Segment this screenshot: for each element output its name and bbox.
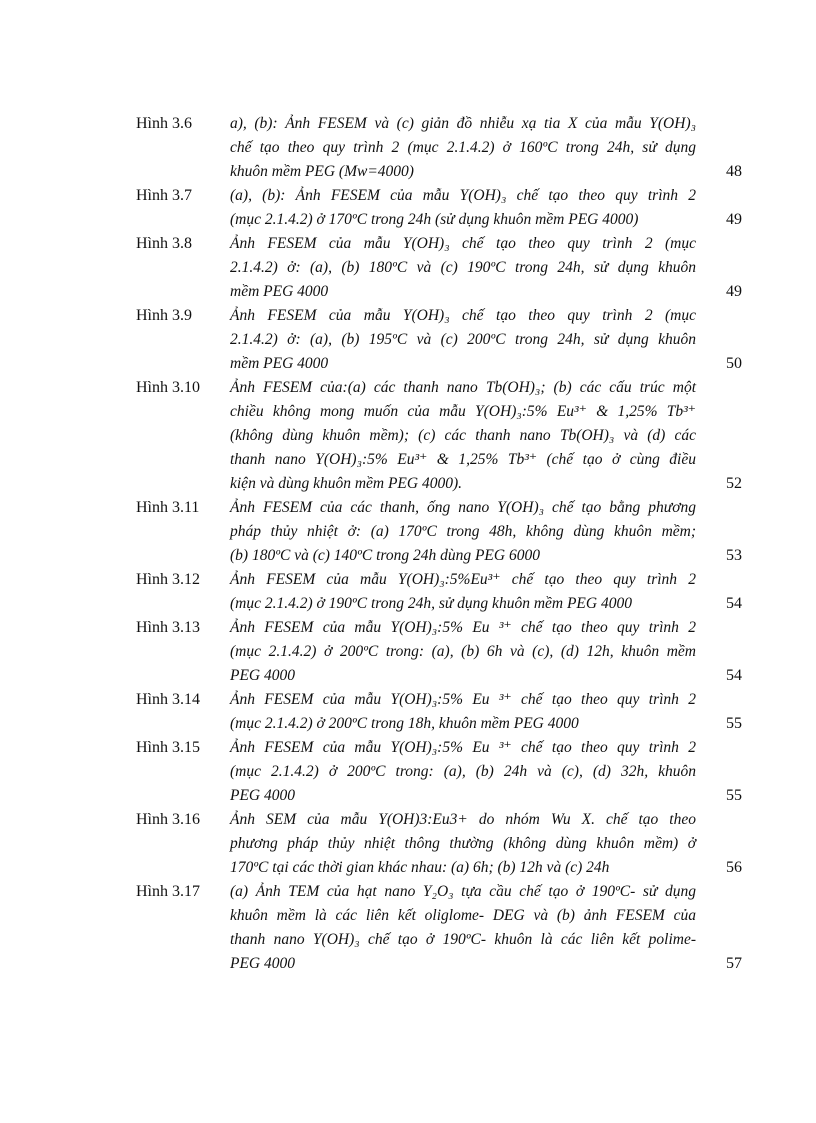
figure-label: Hình 3.9 <box>136 307 192 324</box>
figure-label: Hình 3.10 <box>136 379 200 396</box>
caption-line: khuôn mềm PEG (Mw=4000) <box>230 163 414 180</box>
caption-line: 170ºC tại các thời gian khác nhau: (a) 6h; (b) 12h và (c) 24h <box>230 859 610 876</box>
page-number: 54 <box>726 595 742 612</box>
caption-line: (b) 180ºC và (c) 140ºC trong 24h dùng PEG 6000 <box>230 547 540 564</box>
figure-caption <box>230 880 696 976</box>
figure-label: Hình 3.7 <box>136 187 192 204</box>
caption-line: phương pháp thủy nhiệt thông thường (không dùng khuôn mềm) ở <box>230 835 696 852</box>
figure-caption <box>230 496 696 568</box>
caption-line: Ảnh FESEM của mẫu Y(OH)₃ chế tạo theo quy trình 2 (mục <box>230 307 696 324</box>
caption-line: khuôn mềm là các liên kết oliglome- DEG và (b) ảnh FESEM của <box>230 907 696 924</box>
caption-line: Ảnh FESEM của các thanh, ống nano Y(OH)₃ chế tạo bằng phương <box>230 499 696 516</box>
caption-line: PEG 4000 <box>230 787 296 804</box>
figure-entry <box>136 736 742 808</box>
caption-line: (mục 2.1.4.2) ở 190ºC trong 24h, sử dụng khuôn mềm PEG 4000 <box>230 595 632 612</box>
caption-line: PEG 4000 <box>230 667 296 684</box>
caption-line: PEG 4000 <box>230 955 296 972</box>
caption-line: (không dùng khuôn mềm); (c) các thanh nano Tb(OH)₃ và (d) các <box>230 427 696 444</box>
figure-caption <box>230 184 696 232</box>
caption-line: (mục 2.1.4.2) ở 170ºC trong 24h (sử dụng khuôn mềm PEG 4000) <box>230 211 639 228</box>
caption-line: Ảnh FESEM của mẫu Y(OH)₃:5%Eu³⁺ chế tạo theo quy trình 2 <box>230 571 696 588</box>
caption-line: Ảnh FESEM của mẫu Y(OH)₃:5% Eu ³⁺ chế tạo theo quy trình 2 <box>230 739 696 756</box>
page-number: 52 <box>726 475 742 492</box>
caption-line: Ảnh SEM của mẫu Y(OH)3:Eu3+ do nhóm Wu X. chế tạo theo <box>230 811 696 828</box>
caption-line: thanh nano Y(OH)₃ chế tạo ở 190ºC- khuôn là các liên kết polime- <box>230 931 696 948</box>
caption-line: mềm PEG 4000 <box>230 283 329 300</box>
figure-caption <box>230 232 696 304</box>
caption-line: mềm PEG 4000 <box>230 355 329 372</box>
caption-line: (mục 2.1.4.2) ở 200ºC trong: (a), (b) 6h và (c), (d) 12h, khuôn mềm <box>230 643 696 660</box>
caption-line: Ảnh FESEM của mẫu Y(OH)₃ chế tạo theo quy trình 2 (mục <box>230 235 696 252</box>
figure-entry <box>136 232 742 304</box>
page-number: 57 <box>726 955 742 972</box>
figure-label: Hình 3.13 <box>136 619 200 636</box>
caption-line: (a) Ảnh TEM của hạt nano Y₂O₃ tựa cầu chế tạo ở 190ºC- sử dụng <box>230 883 696 900</box>
caption-line: Ảnh FESEM của:(a) các thanh nano Tb(OH)₃; (b) các cấu trúc một <box>230 379 696 396</box>
figure-label: Hình 3.12 <box>136 571 200 588</box>
figure-entry <box>136 808 742 880</box>
page-number: 50 <box>726 355 742 372</box>
caption-line: (mục 2.1.4.2) ở 200ºC trong 18h, khuôn mềm PEG 4000 <box>230 715 579 732</box>
figure-entry <box>136 496 742 568</box>
page-number: 55 <box>726 715 742 732</box>
figure-entry <box>136 568 742 616</box>
figure-caption <box>230 112 696 184</box>
figure-entry <box>136 304 742 376</box>
figure-entry <box>136 616 742 688</box>
figure-caption <box>230 688 696 736</box>
caption-line: a), (b): Ảnh FESEM và (c) giản đồ nhiễu xạ tia X của mẫu Y(OH)₃ <box>230 115 696 132</box>
figure-caption <box>230 304 696 376</box>
caption-line: pháp thủy nhiệt ở: (a) 170ºC trong 48h, không dùng khuôn mềm; <box>230 523 696 540</box>
page-number: 49 <box>726 283 742 300</box>
figure-caption <box>230 376 696 496</box>
figure-entry <box>136 184 742 232</box>
page-number: 48 <box>726 163 742 180</box>
figure-entry <box>136 376 742 496</box>
figure-entry <box>136 688 742 736</box>
caption-line: Ảnh FESEM của mẫu Y(OH)₃:5% Eu ³⁺ chế tạo theo quy trình 2 <box>230 691 696 708</box>
figure-entry <box>136 880 742 976</box>
figure-caption <box>230 808 696 880</box>
figure-label: Hình 3.11 <box>136 499 200 516</box>
figure-label: Hình 3.14 <box>136 691 200 708</box>
figure-label: Hình 3.15 <box>136 739 200 756</box>
caption-line: chiều không mong muốn của mẫu Y(OH)₃:5% Eu³⁺ & 1,25% Tb³⁺ <box>230 403 696 420</box>
figure-entry <box>136 112 742 184</box>
figure-caption <box>230 616 696 688</box>
caption-line: 2.1.4.2) ở: (a), (b) 180ºC và (c) 190ºC trong 24h, sử dụng khuôn <box>230 259 696 276</box>
caption-line: Ảnh FESEM của mẫu Y(OH)₃:5% Eu ³⁺ chế tạo theo quy trình 2 <box>230 619 696 636</box>
page-number: 56 <box>726 859 742 876</box>
page-number: 53 <box>726 547 742 564</box>
figure-label: Hình 3.16 <box>136 811 200 828</box>
caption-line: (a), (b): Ảnh FESEM của mẫu Y(OH)₃ chế tạo theo quy trình 2 <box>230 187 696 204</box>
page-number: 54 <box>726 667 742 684</box>
page-number: 49 <box>726 211 742 228</box>
caption-line: chế tạo theo quy trình 2 (mục 2.1.4.2) ở 160ºC trong 24h, sử dụng <box>230 139 696 156</box>
caption-line: 2.1.4.2) ở: (a), (b) 195ºC và (c) 200ºC trong 24h, sử dụng khuôn <box>230 331 696 348</box>
caption-line: (mục 2.1.4.2) ở 200ºC trong: (a), (b) 24h và (c), (d) 32h, khuôn <box>230 763 696 780</box>
figure-label: Hình 3.8 <box>136 235 192 252</box>
figure-caption <box>230 736 696 808</box>
figure-caption <box>230 568 696 616</box>
page-number: 55 <box>726 787 742 804</box>
figure-label: Hình 3.17 <box>136 883 200 900</box>
caption-line: thanh nano Y(OH)₃:5% Eu³⁺ & 1,25% Tb³⁺ (chế tạo ở cùng điều <box>230 451 696 468</box>
figure-label: Hình 3.6 <box>136 115 192 132</box>
caption-line: kiện và dùng khuôn mềm PEG 4000). <box>230 475 463 492</box>
figure-list <box>136 112 742 976</box>
